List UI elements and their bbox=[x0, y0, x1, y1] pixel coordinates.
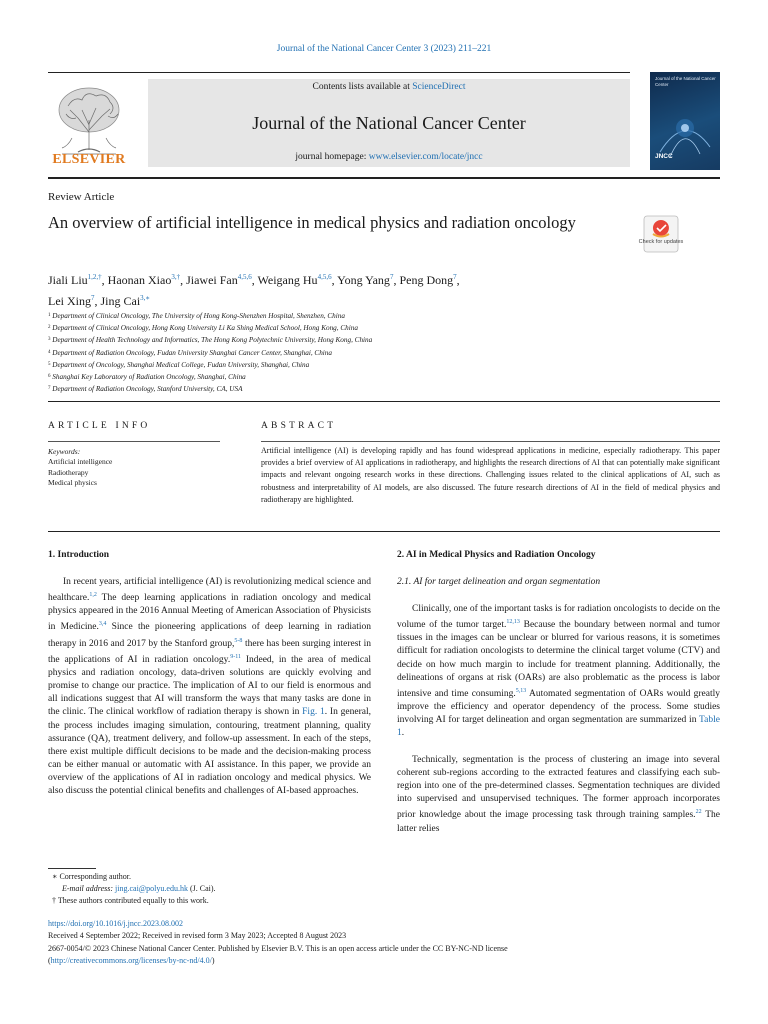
contents-availability bbox=[148, 82, 630, 92]
email-link[interactable]: jing.cai@polyu.edu.hk bbox=[115, 884, 188, 894]
keywords-label: Keywords: bbox=[48, 447, 81, 456]
author-separator: , bbox=[101, 273, 108, 287]
section-1-heading: 1. Introduction bbox=[48, 550, 110, 560]
author-separator: , bbox=[180, 273, 187, 287]
contents-prefix: Contents lists available at bbox=[312, 82, 413, 92]
author-name: Haonan Xiao bbox=[107, 273, 172, 287]
affiliation-number: 2 bbox=[48, 325, 51, 331]
received-dates: Received 4 September 2022; Received in revised form 3 May 2023; Accepted 8 August 2023 bbox=[48, 931, 347, 941]
section-2-1-paragraph-1 bbox=[397, 603, 720, 740]
author-separator: , bbox=[94, 294, 101, 308]
affiliation-text: Department of Radiation Oncology, Stanford University, CA, USA bbox=[50, 385, 243, 394]
citation-ref[interactable]: 5,13 bbox=[515, 687, 527, 694]
check-updates-label[interactable]: Check for updates bbox=[638, 239, 684, 245]
journal-homepage bbox=[148, 152, 630, 162]
affiliation-text: Department of Clinical Oncology, The University of Hong Kong-Shenzhen Hospital, Shenzhen, China bbox=[50, 312, 345, 320]
affiliation-text: Department of Health Technology and Informatics, The Hong Kong Polytechnic University, Hong Kong, China bbox=[50, 336, 373, 345]
body-text: Technically, segmentation is the process of clustering an image into several coherent sub-regions according to the extracted features and classifying each sub-region into one of the pre-determined classes. Segmentation techniques are divided into supervised and unsupervised techniques. The former approach incorporates prior knowledge about the image processing task through training samples. bbox=[397, 755, 720, 821]
author-name: Jing Cai bbox=[100, 294, 141, 308]
keywords-block bbox=[48, 447, 220, 488]
author-name: Weigang Hu bbox=[257, 273, 318, 287]
license-open: ( bbox=[48, 956, 51, 966]
license-close: ) bbox=[211, 956, 215, 966]
license-link[interactable]: http://creativecommons.org/licenses/by-nc-nd/4.0/ bbox=[50, 956, 212, 966]
author-separator: , bbox=[331, 273, 338, 287]
homepage-prefix: journal homepage: bbox=[295, 152, 369, 162]
body-text: Since the pioneering applications of deep learning in radiation therapy in 2016 and 2017 by the Stanford group, bbox=[48, 622, 371, 649]
author-affiliation-marker[interactable]: 7 bbox=[453, 273, 457, 281]
affiliation-text: Department of Oncology, Shanghai Medical College, Fudan University, Shanghai, China bbox=[50, 360, 310, 369]
citation-ref[interactable]: 1,2 bbox=[89, 592, 97, 599]
top-divider bbox=[48, 72, 630, 73]
check-updates-icon[interactable] bbox=[640, 215, 682, 255]
elsevier-wordmark: ELSEVIER bbox=[52, 152, 126, 167]
affiliation-number: 4 bbox=[48, 349, 51, 355]
author-name: Jiawei Fan bbox=[186, 273, 238, 287]
author-affiliation-marker[interactable]: 1,2,† bbox=[87, 273, 102, 281]
journal-title: Journal of the National Cancer Center bbox=[252, 113, 526, 133]
citation-ref[interactable]: 5-8 bbox=[234, 637, 243, 644]
author-name: Jiali Liu bbox=[48, 273, 88, 287]
author-affiliation-marker[interactable]: 7 bbox=[91, 294, 95, 302]
affiliation-item bbox=[48, 383, 648, 395]
affiliation-item bbox=[48, 310, 648, 322]
body-text: . In general, the process includes imaging simulation, contouring, treatment planning, quality assurance (QA), treatment delivery, and follow-up assessment. In each of the steps, there exist multiple difficult decisions to be made and the decision-making process can be either manual or automatic with AI assistance. In this paper, we provide an overview of the applications of AI in radiation oncology and medical physics. We also discuss the potential clinical benefits and challenges of AI-based approaches. bbox=[48, 707, 371, 797]
affiliation-text: Department of Clinical Oncology, Hong Kong University Li Ka Shing Medical School, Hong Kong, China bbox=[50, 324, 358, 333]
footnote-divider bbox=[48, 868, 96, 869]
equal-contribution-note: † These authors contributed equally to this work. bbox=[52, 896, 209, 906]
license-line bbox=[48, 955, 720, 967]
keyword: Artificial intelligence bbox=[48, 457, 113, 467]
body-text: Automated segmentation of OARs would greatly improve the efficiency and operator dependency of the process. Some studies involving AI for target delineation and organ segmentation are summarized in bbox=[397, 688, 720, 726]
cover-tag: JNCC bbox=[655, 153, 673, 160]
doi-link[interactable]: https://doi.org/10.1016/j.jncc.2023.08.002 bbox=[48, 919, 183, 928]
citation-ref[interactable]: 3,4 bbox=[98, 621, 107, 628]
cover-artwork bbox=[650, 92, 720, 162]
body-text: Clinically, one of the important tasks is for radiation oncologists to decide on the volume of the tumor target. bbox=[397, 604, 720, 631]
body-text: . bbox=[401, 728, 405, 739]
citation-ref[interactable]: 12,13 bbox=[506, 619, 520, 626]
author-name: Yong Yang bbox=[337, 273, 390, 287]
abstract-text: Artificial intelligence (AI) is developing rapidly and has found widespread applications in medicine, especially radiotherapy. This paper provides a brief overview of AI applications in radiotherapy, and highlights the research directions of AI that can potentially make significant impacts and relevant ongoing research works in these directions. Challenging issues related to the clinical applications of AI, such as robustness and interpretability of AI models, are also discussed. The future research directions of AI in the field of medical physics and radiotherapy are highlighted. bbox=[261, 446, 720, 504]
body-text: In recent years, artificial intelligence (AI) is revolutionizing medical science and healthcare. bbox=[48, 577, 371, 604]
corresponding-author-note: ∗ Corresponding author. bbox=[52, 872, 131, 881]
affiliation-text: Department of Radiation Oncology, Fudan University Shanghai Cancer Center, Shanghai, China bbox=[50, 348, 332, 357]
affiliation-list bbox=[48, 310, 648, 395]
affiliation-item bbox=[48, 371, 648, 383]
body-text: Indeed, in the area of medical physics and radiation oncology, data-driven solutions are quickly evolving and promise to change our practice. The implication of AI to our field is enormous and all indications suggest that AI will transform the ways that many tasks are done in the clinic. The clinical workflow of radiation therapy is shown in bbox=[48, 655, 371, 718]
email-note bbox=[52, 883, 452, 895]
affiliation-item bbox=[48, 322, 648, 334]
author-affiliation-marker[interactable]: 4,5,6 bbox=[317, 273, 332, 281]
affiliation-number: 5 bbox=[48, 361, 51, 367]
homepage-link[interactable]: www.elsevier.com/locate/jncc bbox=[368, 152, 483, 162]
footnotes bbox=[52, 871, 452, 908]
abstract-divider bbox=[261, 441, 720, 442]
masthead-divider bbox=[48, 177, 720, 179]
abstract-heading: ABSTRACT bbox=[261, 421, 337, 431]
affiliation-text: Shanghai Key Laboratory of Radiation Oncology, Shanghai, China bbox=[50, 373, 246, 382]
affiliation-number: 1 bbox=[48, 313, 51, 318]
author-affiliation-marker[interactable]: 7 bbox=[389, 273, 394, 281]
author-affiliation-marker[interactable]: 3,† bbox=[171, 273, 181, 281]
author-affiliation-marker[interactable]: 4,5,6 bbox=[237, 273, 252, 281]
keyword: Medical physics bbox=[48, 477, 97, 487]
affiliation-item bbox=[48, 347, 648, 359]
section-2-heading: 2. AI in Medical Physics and Radiation Oncology bbox=[397, 550, 596, 560]
section-2-1-paragraph-2 bbox=[397, 754, 720, 836]
citation-ref[interactable]: 22 bbox=[695, 809, 702, 816]
journal-citation-link[interactable]: Journal of the National Cancer Center 3 (2023) 211–221 bbox=[276, 44, 492, 54]
sciencedirect-link[interactable]: ScienceDirect bbox=[412, 82, 466, 92]
author-list bbox=[48, 268, 648, 310]
author-separator: , bbox=[251, 273, 258, 287]
article-info-heading: ARTICLE INFO bbox=[48, 421, 151, 431]
body-text: Because the boundary between normal and tumor tissues in the images can be unclear or blurred for various reasons, it is sometimes difficult for radiation oncologists to determine the clinical target volume (CTV) and decide on how much margin to include for treatment planning. Additionally, the delineations of organs at risk (OARs) are also problematic as the process is labor intensive and time consuming. bbox=[397, 620, 720, 699]
email-suffix: (J. Cai). bbox=[187, 884, 216, 894]
cross-reference-link[interactable]: Table 1 bbox=[397, 715, 720, 739]
email-label: E-mail address: bbox=[62, 884, 114, 894]
info-top-divider bbox=[48, 401, 720, 402]
copyright-line: 2667-0054/© 2023 Chinese National Cancer Center. Published by Elsevier B.V. This is an open access article under the CC BY-NC-ND license bbox=[48, 943, 508, 953]
author-separator: , bbox=[393, 273, 400, 287]
article-type: Review Article bbox=[48, 191, 115, 203]
author-affiliation-marker[interactable]: 3,∗ bbox=[140, 294, 151, 302]
affiliation-item bbox=[48, 359, 648, 371]
section-2-1-heading: 2.1. AI for target delineation and organ segmentation bbox=[397, 577, 601, 587]
article-info-divider bbox=[48, 441, 220, 442]
body-text: The latter relies bbox=[397, 810, 720, 834]
author-name: Peng Dong bbox=[399, 273, 454, 287]
info-bottom-divider bbox=[48, 531, 720, 532]
journal-cover-image[interactable] bbox=[650, 72, 720, 170]
affiliation-number: 7 bbox=[48, 386, 51, 392]
section-1-text bbox=[48, 576, 371, 798]
author-separator: , bbox=[456, 273, 460, 287]
cover-title: Journal of the National Cancer Center bbox=[655, 76, 716, 87]
article-footer bbox=[48, 918, 720, 968]
affiliation-item bbox=[48, 334, 648, 346]
body-text: The deep learning applications in radiation oncology and medical physics appeared in the 2016 Annual Meeting of American Association of Physicists in Medicine. bbox=[48, 593, 371, 633]
keyword: Radiotherapy bbox=[48, 467, 89, 477]
affiliation-number: 3 bbox=[48, 337, 51, 343]
body-text: there has been surging interest in the applications of AI in radiation oncology. bbox=[48, 638, 372, 666]
cross-reference-link[interactable]: Fig. 1 bbox=[302, 707, 325, 718]
citation-ref[interactable]: 9-11 bbox=[230, 653, 241, 660]
article-title: An overview of artificial intelligence in medical physics and radiation oncology bbox=[48, 213, 576, 232]
author-name: Lei Xing bbox=[48, 294, 91, 308]
affiliation-number: 6 bbox=[48, 374, 51, 380]
